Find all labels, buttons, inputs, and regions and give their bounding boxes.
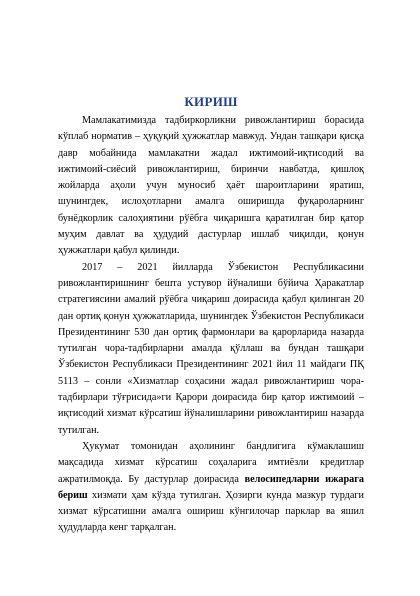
paragraph-2: 2017 – 2021 йилларда Ўзбекистон Республикасини ривожлантиришнинг бешта устувор йўналиши бўйича Ҳаракатлар стратегиясини амалий рўёбга чиқариш доирасида қабул қилинган 20 дан ортиқ қонун ҳужжатларида, шунингдек Ўзбекистон Республикаси Президентининг 530 дан ортиқ фармонлари ва қарорларида назарда тутилган чора-тадбирларни амалда қўллаш ва бундан ташқари Ўзбекистон Республикаси Президентининг 2021 йил 11 майдаги ПҚ 5113 – сонли «Хизматлар соҳасини жадал ривожлантириш чора-тадбирлари тўғрисида»ги Қарори доирасида бир қатор ижтимоий – иқтисодий хизмат кўрсатиш йўналишларини ривожлантириш назарда тутилган.: [58, 261, 364, 436]
paragraph-3: [58, 439, 364, 537]
paragraph-3-bold-phrase: велосипедларни ижарага бериш: [58, 473, 364, 501]
paragraph-3-text-after: хизмати ҳам кўзда тутилган. Ҳозирги кунда мазкур турдаги хизмат кўрсатишни амалга ошириш кўнгилочар парклар ва яшил ҳудудларда кенг тарқалган.: [58, 489, 364, 534]
section-heading: КИРИШ: [184, 94, 238, 109]
paragraph-1: Мамлакатимизда тадбиркорликни ривожлантириш борасида кўплаб норматив – ҳуқуқий ҳужжатлар мавжуд. Ундан ташқари қисқа давр мобайнида мамлакатни жадал ижтимоий-иқтисодий ва ижтимоий-сиёсий ривожлантириш, биринчи навбатда, қишлоқ жойларда аҳоли учун муносиб ҳаёт шароитларини яратиш, шунингдек, ислоҳотларни амалга оширишда фуқароларнинг бунёдкорлик салоҳиятини рўёбга чиқаришга қаратилган бир қатор муҳим давлат ва ҳудудий дастурлар ишлаб чиқилди, қонун ҳужжатлари қабул қилинди.: [58, 115, 364, 257]
paragraph-3-text-before: Ҳукумат томонидан аҳолининг бандлигига кўмаклашиш мақсадида хизмат кўрсатиш соҳаларига имтиёзли кредитлар ажратилмоқда. Бу дастурлар доирасида: [58, 440, 364, 485]
document-page: [58, 0, 364, 596]
body-text: [58, 113, 364, 537]
